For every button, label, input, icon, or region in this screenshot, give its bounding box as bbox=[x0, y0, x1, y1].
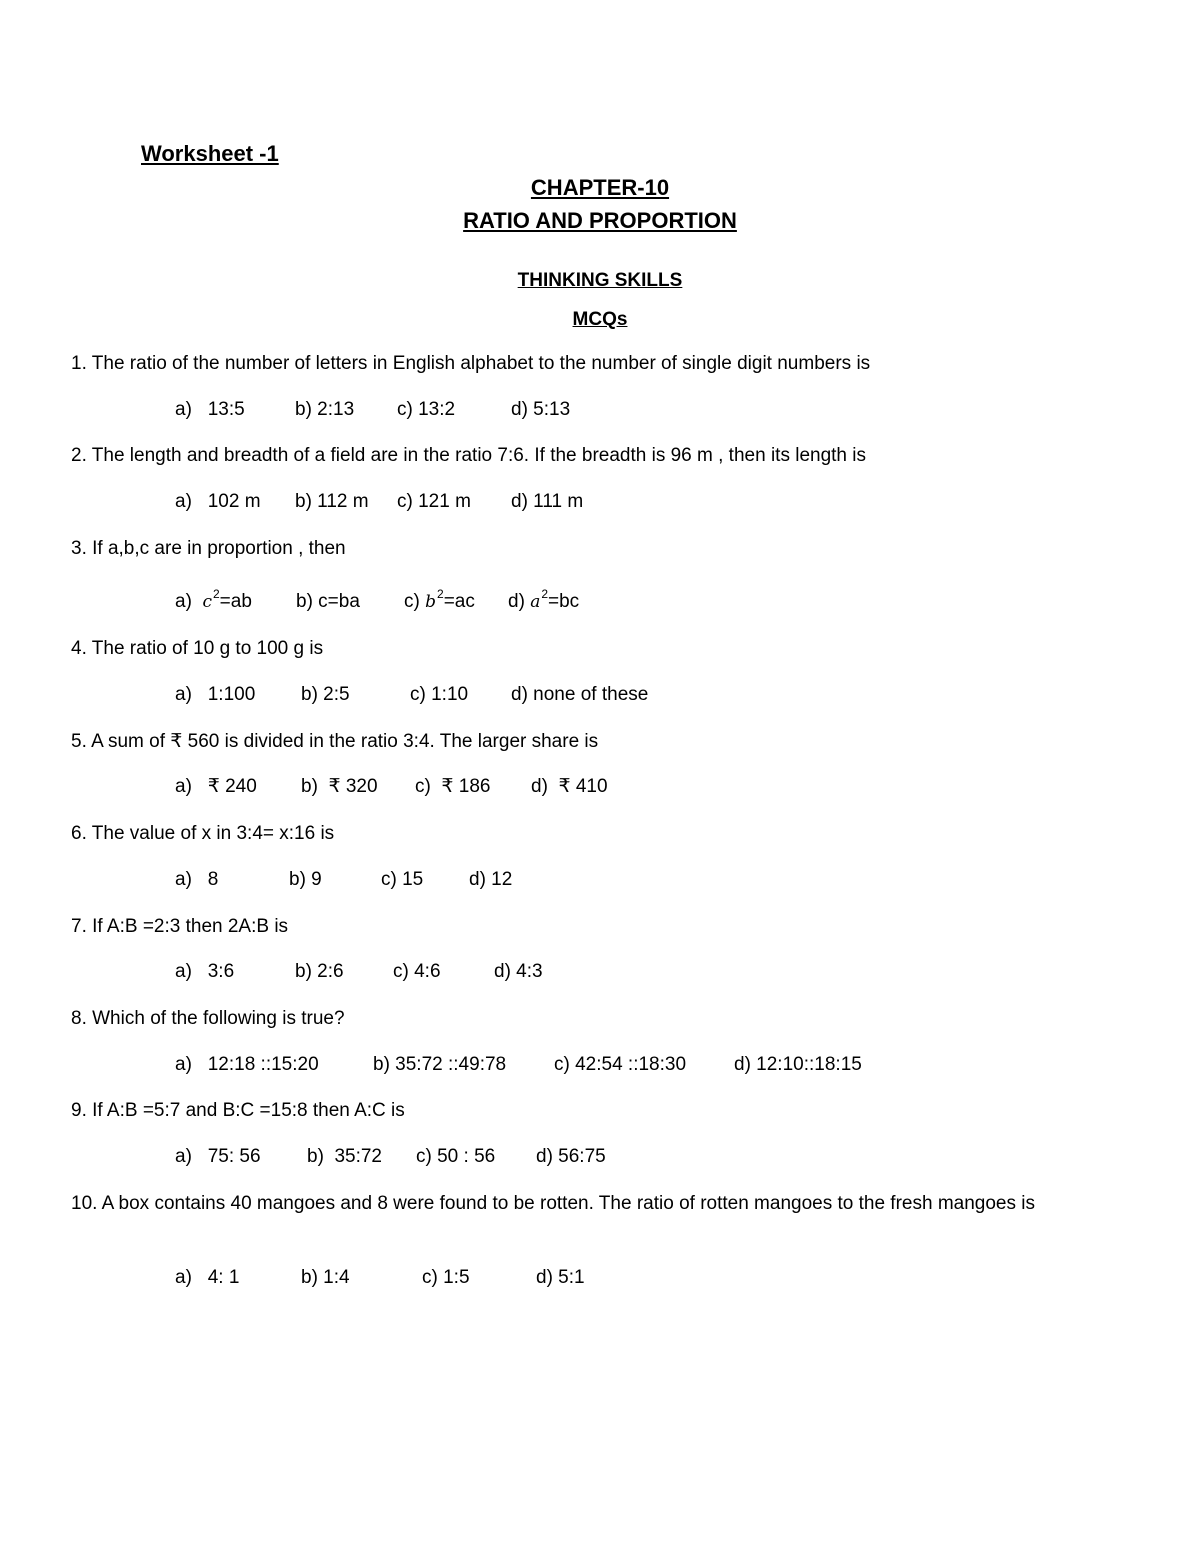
option-c-rest: =ac bbox=[443, 591, 475, 612]
options-10 bbox=[0, 1264, 1200, 1292]
options-1 bbox=[0, 396, 1200, 424]
option-a: a) 102 m bbox=[175, 491, 261, 512]
option-b: b) 112 m bbox=[295, 491, 369, 512]
options-6 bbox=[0, 866, 1200, 894]
option-b: b) 2:5 bbox=[301, 684, 350, 705]
subsection-heading: MCQs bbox=[572, 309, 628, 330]
question-10: 10. A box contains 40 mangoes and 8 were found to be rotten. The ratio of rotten mangoes to the fresh mangoes is bbox=[71, 1193, 1035, 1214]
option-d-prefix: d) bbox=[508, 591, 531, 612]
option-d: d) 4:3 bbox=[494, 961, 543, 982]
option-d: d) none of these bbox=[511, 684, 649, 705]
option-c: c) ₹ 186 bbox=[415, 776, 491, 797]
option-b: b) 9 bbox=[289, 869, 322, 890]
option-a: a) 12:18 ::15:20 bbox=[175, 1054, 319, 1075]
options-9 bbox=[0, 1143, 1200, 1171]
option-c: c) 13:2 bbox=[397, 399, 456, 420]
option-c: c) 50 : 56 bbox=[416, 1146, 496, 1167]
option-b: b) 1:4 bbox=[301, 1267, 350, 1288]
option-d-exponent: 2 bbox=[541, 587, 549, 601]
question-5: 5. A sum of ₹ 560 is divided in the ratio 3:4. The larger share is bbox=[71, 731, 599, 752]
question-4: 4. The ratio of 10 g to 100 g is bbox=[71, 638, 324, 659]
option-d-rest: =bc bbox=[548, 591, 580, 612]
option-c bbox=[404, 588, 475, 617]
options-2 bbox=[0, 488, 1200, 516]
options-7 bbox=[0, 958, 1200, 986]
option-b-prefix: b) c=ba bbox=[296, 591, 360, 612]
option-a: a) 13:5 bbox=[175, 399, 245, 420]
option-b: b) 35:72 bbox=[307, 1146, 382, 1167]
option-a-rest: =ab bbox=[219, 591, 252, 612]
section-heading: THINKING SKILLS bbox=[517, 270, 683, 291]
options-3 bbox=[0, 588, 1200, 616]
option-d: d) 12:10::18:15 bbox=[734, 1054, 862, 1075]
options-4 bbox=[0, 681, 1200, 709]
question-1: 1. The ratio of the number of letters in English alphabet to the number of single digit numbers is bbox=[71, 353, 871, 374]
option-a: a) 8 bbox=[175, 869, 219, 890]
option-b: b) 35:72 ::49:78 bbox=[373, 1054, 507, 1075]
option-a-variable: c bbox=[202, 592, 212, 612]
subject-heading: RATIO AND PROPORTION bbox=[463, 208, 737, 233]
option-a: a) 3:6 bbox=[175, 961, 235, 982]
option-c: c) 1:10 bbox=[410, 684, 469, 705]
option-d bbox=[508, 588, 579, 617]
question-8: 8. Which of the following is true? bbox=[71, 1008, 345, 1029]
option-a: a) 1:100 bbox=[175, 684, 256, 705]
option-d: d) 111 m bbox=[511, 491, 584, 512]
option-c: c) 15 bbox=[381, 869, 424, 890]
option-b: b) 2:6 bbox=[295, 961, 344, 982]
option-c: c) 121 m bbox=[397, 491, 471, 512]
option-a-exponent: 2 bbox=[212, 587, 220, 601]
option-c-exponent: 2 bbox=[437, 587, 444, 601]
options-5 bbox=[0, 773, 1200, 801]
option-d: d) 5:13 bbox=[511, 399, 571, 420]
question-6: 6. The value of x in 3:4= x:16 is bbox=[71, 823, 335, 844]
option-a: a) 75: 56 bbox=[175, 1146, 261, 1167]
options-8 bbox=[0, 1051, 1200, 1079]
question-7: 7. If A:B =2:3 then 2A:B is bbox=[71, 916, 289, 937]
option-c: c) 42:54 ::18:30 bbox=[554, 1054, 687, 1075]
option-c-prefix: c) bbox=[404, 591, 426, 612]
question-2: 2. The length and breadth of a field are in the ratio 7:6. If the breadth is 96 m , then its length is bbox=[71, 445, 866, 466]
option-d: d) 5:1 bbox=[536, 1267, 585, 1288]
option-a: a) 4: 1 bbox=[175, 1267, 240, 1288]
question-3: 3. If a,b,c are in proportion , then bbox=[71, 538, 346, 559]
option-c-variable: b bbox=[425, 592, 436, 612]
option-b: b) 2:13 bbox=[295, 399, 355, 420]
option-d-variable: a bbox=[530, 592, 541, 612]
option-d: d) 12 bbox=[469, 869, 513, 890]
chapter-heading: CHAPTER-10 bbox=[530, 175, 670, 200]
option-a bbox=[175, 588, 252, 617]
option-d: d) 56:75 bbox=[536, 1146, 606, 1167]
option-b: b) ₹ 320 bbox=[301, 776, 378, 797]
option-c: c) 4:6 bbox=[393, 961, 441, 982]
question-9: 9. If A:B =5:7 and B:C =15:8 then A:C is bbox=[71, 1100, 405, 1121]
option-d: d) ₹ 410 bbox=[531, 776, 608, 797]
option-c: c) 1:5 bbox=[422, 1267, 470, 1288]
option-a-prefix: a) bbox=[175, 591, 203, 612]
worksheet-title: Worksheet -1 bbox=[141, 141, 279, 166]
option-a: a) ₹ 240 bbox=[175, 776, 257, 797]
option-b bbox=[296, 588, 360, 616]
